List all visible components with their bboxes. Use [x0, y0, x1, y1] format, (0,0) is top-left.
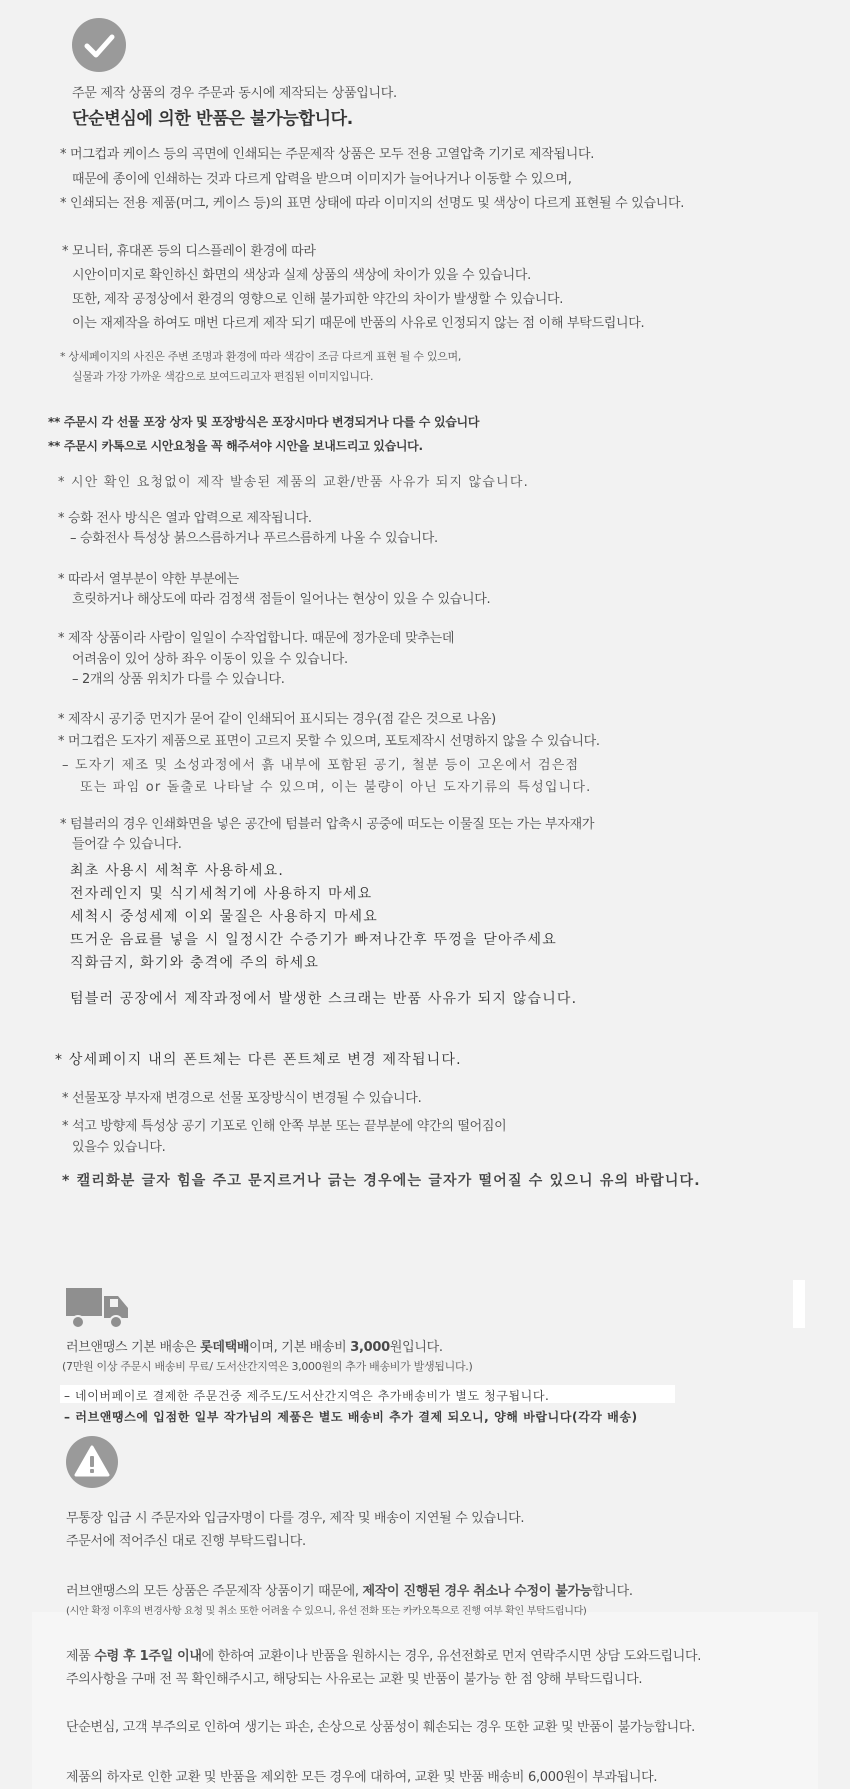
- tumbler-care-3: 세척시 중성세제 이외 물질은 사용하지 마세요: [70, 909, 379, 925]
- shipping-fee: 3,000: [350, 1340, 390, 1355]
- weak-heat-line-2: 흐릿하거나 해상도에 따라 검정색 점들이 일어나는 현상이 있을 수 있습니다.: [72, 592, 491, 607]
- handmade-line-2: 어려움이 있어 상하 좌우 이동이 있을 수 있습니다.: [72, 652, 348, 667]
- shipping-line-1: [66, 1336, 443, 1355]
- warning-line-4: (시안 확정 이후의 변경사항 요청 및 취소 또한 어려울 수 있으니, 유선 전화 또는 카카오톡으로 진행 여부 확인 부탁드립니다): [66, 1606, 587, 1617]
- monitor-line-3: 또한, 제작 공정상에서 환경의 영향으로 인해 불가피한 약간의 차이가 발생할 수 있습니다.: [72, 292, 564, 307]
- check-icon: [72, 18, 126, 72]
- tumbler-care-2: 전자레인지 및 식기세척기에 사용하지 마세요: [70, 886, 373, 902]
- detail-line-1: * 상세페이지의 사진은 주변 조명과 환경에 따라 색감이 조금 다르게 표현 될 수 있으며,: [60, 350, 462, 363]
- mug-line-2: 때문에 종이에 인쇄하는 것과 다르게 압력을 받으며 이미지가 늘어나거나 이동할 수 있으며,: [72, 172, 572, 187]
- shipping-note-1: – 네이버페이로 결제한 주문건중 제주도/도서산간지역은 추가배송비가 별도 청구됩니다.: [64, 1389, 550, 1403]
- weak-heat-line-1: * 따라서 열부분이 약한 부분에는: [58, 572, 239, 587]
- gift-note-1: ** 주문시 각 선물 포장 상자 및 포장방식은 포장시마다 변경되거나 다를 수 있습니다: [48, 415, 480, 429]
- shipping-line-1e: 원입니다.: [389, 1340, 443, 1355]
- warning-line-7: 단순변심, 고객 부주의로 인하여 생기는 파손, 손상으로 상품성이 훼손되는 경우 또한 교환 및 반품이 불가능합니다.: [66, 1720, 696, 1735]
- policy-box: [32, 1612, 818, 1789]
- tumbler-line-1: * 텀블러의 경우 인쇄화면을 넣은 공간에 텀블러 압축시 공중에 떠도는 이물질 또는 가는 부자재가: [60, 817, 595, 832]
- mug-line-1: * 머그컵과 케이스 등의 곡면에 인쇄되는 주문제작 상품은 모두 전용 고열압축 기기로 제작됩니다.: [60, 147, 595, 162]
- stone-line-1: * 석고 방향제 특성상 공기 기포로 인해 안쪽 부분 또는 끝부분에 약간의 떨어짐이: [62, 1119, 507, 1134]
- truck-icon: [66, 1284, 130, 1336]
- warning-line-1: 무통장 입금 시 주문자와 입금자명이 다를 경우, 제작 및 배송이 지연될 수 있습니다.: [66, 1511, 525, 1526]
- return-period-emphasis: 수령 후 1주일 이내: [94, 1649, 202, 1664]
- tumbler-care-1: 최초 사용시 세척후 사용하세요.: [70, 863, 285, 879]
- ceramic-line-2: * 머그컵은 도자기 제품으로 표면이 고르지 못할 수 있으며, 포토제작시 선명하지 않을 수 있습니다.: [58, 734, 600, 749]
- shipping-divider: [793, 1280, 805, 1328]
- warning-line-6: 주의사항을 구매 전 꼭 확인해주시고, 해당되는 사유로는 교환 및 반품이 불가능 한 점 양해 부탁드립니다.: [66, 1672, 643, 1687]
- intro-text: 주문 제작 상품의 경우 주문과 동시에 제작되는 상품입니다.: [72, 86, 397, 101]
- headline: 단순변심에 의한 반품은 불가능합니다.: [72, 109, 353, 129]
- font-change-note: * 상세페이지 내의 폰트체는 다른 폰트체로 변경 제작됩니다.: [55, 1052, 462, 1068]
- calligraphy-note: * 캘리화분 글자 힘을 주고 문지르거나 긁는 경우에는 글자가 떨어질 수 있으니 유의 바랍니다.: [62, 1173, 701, 1189]
- sublimation-line-1: * 승화 전사 방식은 열과 압력으로 제작됩니다.: [58, 511, 312, 526]
- mug-line-3: * 인쇄되는 전용 제품(머그, 케이스 등)의 표면 상태에 따라 이미지의 선명도 및 색상이 다르게 표현될 수 있습니다.: [60, 196, 685, 211]
- ceramic-line-4: 또는 파임 or 돌출로 나타날 수 있으며, 이는 불량이 아닌 도자기류의 특성입니다.: [80, 780, 592, 795]
- monitor-line-1: * 모니터, 휴대폰 등의 디스플레이 환경에 따라: [62, 244, 316, 259]
- no-cancel-emphasis: 제작이 진행된 경우 취소나 수정이 불가능: [362, 1584, 593, 1599]
- monitor-line-2: 시안이미지로 확인하신 화면의 색상과 실제 상품의 색상에 차이가 있을 수 있습니다.: [72, 268, 531, 283]
- handmade-line-3: – 2개의 상품 위치가 다를 수 있습니다.: [72, 672, 285, 687]
- courier-name: 롯데택배: [200, 1340, 250, 1355]
- packaging-note: * 선물포장 부자재 변경으로 선물 포장방식이 변경될 수 있습니다.: [62, 1091, 422, 1106]
- gift-note-2: ** 주문시 카톡으로 시안요청을 꼭 해주셔야 시안을 보내드리고 있습니다.: [48, 439, 423, 453]
- warning-icon: [66, 1436, 118, 1488]
- warning-line-5c: 에 한하여 교환이나 반품을 원하시는 경우, 유선전화로 먼저 연락주시면 상담 도와드립니다.: [201, 1649, 702, 1664]
- shipping-note-2: – 러브앤땡스에 입점한 일부 작가님의 제품은 별도 배송비 추가 결제 되오니, 양해 바랍니다(각각 배송): [64, 1410, 638, 1424]
- ceramic-line-3: – 도자기 제조 및 소성과정에서 흙 내부에 포함된 공기, 철분 등이 고온에서 검은점: [62, 758, 580, 773]
- tumbler-scratch-note: 텀블러 공장에서 제작과정에서 발생한 스크래는 반품 사유가 되지 않습니다.: [70, 991, 578, 1007]
- monitor-line-4: 이는 재제작을 하여도 매번 다르게 제작 되기 때문에 반품의 사유로 인정되지 않는 점 이해 부탁드립니다.: [72, 316, 645, 331]
- warning-line-3a: 러브앤땡스의 모든 상품은 주문제작 상품이기 때문에,: [66, 1584, 363, 1599]
- detail-line-2: 실물과 가장 가까운 색감으로 보여드리고자 편집된 이미지입니다.: [72, 370, 374, 383]
- shipping-line-2: (7만원 이상 주문시 배송비 무료/ 도서산간지역은 3,000원의 추가 배송비가 발생됩니다.): [62, 1360, 473, 1373]
- handmade-line-1: * 제작 상품이라 사람이 일일이 수작업합니다. 때문에 정가운데 맞추는데: [58, 631, 455, 646]
- shipping-line-1c: 이며, 기본 배송비: [249, 1340, 351, 1355]
- warning-line-3: [66, 1580, 633, 1599]
- tumbler-care-5: 직화금지, 화기와 충격에 주의 하세요: [70, 955, 320, 971]
- warning-line-3c: 합니다.: [592, 1584, 633, 1599]
- warning-line-2: 주문서에 적어주신 대로 진행 부탁드립니다.: [66, 1534, 306, 1549]
- warning-line-8: 제품의 하자로 인한 교환 및 반품을 제외한 모든 경우에 대하여, 교환 및 반품 배송비 6,000원이 부과됩니다.: [66, 1770, 658, 1785]
- tumbler-care-4: 뜨거운 음료를 넣을 시 일정시간 수증기가 빠져나간후 뚜껑을 닫아주세요: [70, 932, 557, 948]
- sublimation-line-2: – 승화전사 특성상 붉으스름하거나 푸르스름하게 나올 수 있습니다.: [70, 531, 438, 546]
- no-proof-note: * 시안 확인 요청없이 제작 발송된 제품의 교환/반품 사유가 되지 않습니다.: [58, 475, 529, 490]
- warning-line-5: [66, 1645, 701, 1664]
- ceramic-line-1: * 제작시 공기중 먼지가 묻어 같이 인쇄되어 표시되는 경우(점 같은 것으로 나옴): [58, 712, 496, 727]
- stone-line-2: 있을수 있습니다.: [72, 1140, 166, 1155]
- warning-line-5a: 제품: [66, 1649, 95, 1664]
- shipping-line-1a: 러브앤땡스 기본 배송은: [66, 1340, 201, 1355]
- tumbler-line-2: 들어갈 수 있습니다.: [72, 837, 182, 852]
